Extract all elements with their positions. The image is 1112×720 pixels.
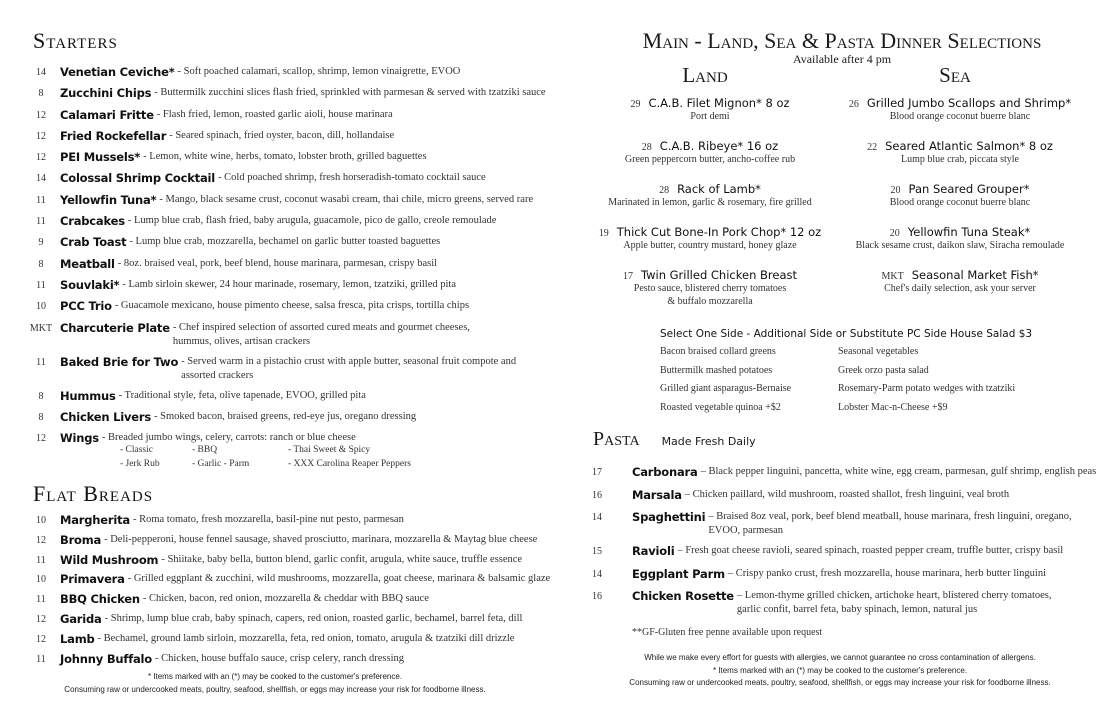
item-price: 8 (38, 88, 44, 100)
item-description (728, 567, 1046, 581)
item-name: Zucchini Chips (60, 86, 152, 101)
entree-title (585, 96, 835, 110)
entree-price: 17 (622, 271, 633, 282)
item-name: Souvlaki* (60, 277, 120, 292)
item-description (143, 150, 426, 164)
entree-item (835, 182, 1085, 225)
menu-item (22, 389, 512, 410)
entree-description: Marinated in lemon, garlic & rosemary, fire grilled (608, 197, 812, 208)
item-description-line: – Fresh goat cheese ravioli, seared spinach, roasted pepper cream, truffle butter, crispy basil (677, 545, 1064, 556)
item-price: 16 (592, 489, 602, 501)
side-option: Roasted vegetable quinoa +$2 (660, 402, 781, 414)
footnote-raw-warning: Consuming raw or undercooked meats, poultry, seafood, shellfish, or eggs may increase your risk for foodborne illness. (64, 684, 486, 694)
entree-item (835, 139, 1085, 182)
left-footnotes (20, 671, 530, 696)
menu-item (22, 354, 517, 389)
entree-description: Blood orange coconut buerre blanc (889, 197, 1031, 208)
entree-price: 26 (848, 99, 859, 110)
menu-item (22, 171, 512, 192)
entree-item (835, 268, 1085, 311)
item-description-line: - 8oz. braised veal, pork, beef blend, house marinara, parmesan, crispy basil (117, 257, 438, 269)
entree-description: & buffalo mozzarella (667, 296, 753, 307)
menu-item (22, 632, 522, 652)
item-description (105, 612, 523, 626)
flat-breads-heading: Flat Breads (33, 481, 154, 506)
entree-name: Twin Grilled Chicken Breast (640, 268, 797, 282)
item-description (118, 257, 437, 271)
entree-price: 29 (630, 99, 641, 110)
item-description-line: - Soft poached calamari, scallop, shrimp, lemon vinaigrette, EVOO (177, 66, 461, 77)
entree-name: Seared Atlantic Salmon* 8 oz (885, 139, 1053, 153)
menu-item (22, 65, 512, 86)
menu-item (22, 410, 512, 431)
side-option: Greek orzo pasta salad (838, 364, 929, 376)
item-description-line: - Traditional style, feta, olive tapenade, EVOO, grilled pita (118, 389, 366, 401)
wing-options (120, 444, 512, 471)
item-description (98, 632, 515, 646)
item-description-line: – Crispy panko crust, fresh mozzarella, house marinara, herb butter linguini (727, 567, 1047, 579)
entree-name: Grilled Jumbo Scallops and Shrimp* (866, 96, 1072, 110)
item-price: 9 (38, 237, 44, 249)
item-description-line: assorted crackers (181, 369, 254, 381)
item-description-line: – Chicken paillard, wild mushroom, roasted shallot, fresh linguini, veal broth (684, 488, 1010, 500)
item-name: Spaghettini (632, 510, 706, 524)
main-title: Main - Land, Sea & Pasta Dinner Selections (642, 28, 1042, 53)
item-price: 11 (36, 594, 46, 606)
item-price: 11 (36, 356, 46, 368)
item-description (218, 171, 486, 185)
menu-item (22, 321, 512, 355)
item-name: Wild Mushroom (60, 552, 159, 567)
item-description (119, 389, 366, 403)
item-description (133, 513, 404, 527)
item-name: Hummus (60, 388, 116, 403)
item-price: 11 (36, 653, 46, 665)
footnote-raw-warning: Consuming raw or undercooked meats, poultry, seafood, shellfish, or eggs may increase your risk for foodborne illness. (629, 678, 1051, 687)
item-name: Eggplant Parm (632, 566, 725, 581)
entree-item (835, 225, 1085, 268)
entree-price: 20 (889, 228, 900, 239)
starters-list (22, 65, 546, 485)
entree-description: Lump blue crab, piccata style (900, 154, 1019, 165)
item-price: 14 (36, 67, 46, 78)
menu-item (588, 544, 1088, 567)
item-description-line: - Chef inspired selection of assorted cured meats and gourmet cheeses, (172, 321, 470, 333)
item-description (173, 321, 470, 349)
side-option: Grilled giant asparagus-Bernaise (660, 383, 792, 395)
menu-item (22, 299, 512, 320)
item-price: 10 (36, 574, 46, 586)
item-description (102, 431, 356, 445)
item-description-line: - Shrimp, lump blue crab, baby spinach, capers, red onion, roasted garlic, bechamel, barrel feta, dill (104, 612, 523, 624)
item-description (178, 65, 461, 79)
item-description-line: hummus, olives, artisan crackers (172, 335, 311, 347)
entree-name: C.A.B. Filet Mignon* 8 oz (648, 96, 790, 110)
item-price: 10 (36, 515, 46, 526)
item-price: 8 (38, 390, 44, 402)
land-list (585, 96, 835, 311)
menu-item (22, 592, 522, 612)
item-description (115, 299, 469, 313)
item-name: Johnny Buffalo (60, 651, 153, 666)
item-description-line: - Shiitake, baby bella, button blend, garlic confit, arugula, white sauce, truffle essence (161, 553, 523, 565)
item-name: Yellowfin Tuna* (60, 192, 157, 207)
item-name: Venetian Ceviche* (60, 65, 175, 79)
item-price: 11 (36, 554, 46, 566)
item-price: 8 (38, 258, 44, 270)
entree-name: C.A.B. Ribeye* 16 oz (659, 139, 779, 153)
menu-item (22, 553, 522, 573)
item-name: Wings (60, 431, 99, 446)
item-name: PCC Trio (60, 299, 112, 314)
menu-item (22, 278, 512, 299)
item-name: Chicken Livers (60, 409, 151, 424)
item-description-line: - Buttermilk zucchini slices flash fried, sprinkled with parmesan & served with tzatziki sauce (154, 87, 546, 99)
item-description-line: - Lamb sirloin skewer, 24 hour marinade, rosemary, lemon, tzatziki, grilled pita (122, 278, 457, 290)
item-price: 11 (36, 194, 46, 206)
menu-item (22, 214, 512, 235)
sea-heading: Sea (939, 63, 971, 87)
item-description (169, 129, 394, 143)
entree-title (835, 225, 1085, 239)
entree-title (585, 268, 835, 282)
item-name: Fried Rockefellar (60, 128, 167, 143)
entree-name: Thick Cut Bone-In Pork Chop* 12 oz (616, 225, 822, 239)
entree-name: Yellowfin Tuna Steak* (907, 225, 1031, 239)
entree-item (585, 268, 835, 311)
item-name: Crab Toast (60, 235, 127, 250)
wing-option: - Classic (120, 445, 153, 456)
item-description (701, 465, 1097, 479)
item-name: Chicken Rosette (632, 589, 734, 603)
entree-title (585, 225, 835, 239)
entree-price: 19 (598, 228, 609, 239)
item-description-line: - Mango, black sesame crust, coconut wasabi cream, thai chile, micro greens, served rare (159, 193, 534, 205)
item-name: Baked Brie for Two (60, 354, 179, 369)
item-name: Colossal Shrimp Cocktail (60, 171, 216, 186)
item-description-line: EVOO, parmesan (708, 525, 784, 536)
item-price: 8 (38, 411, 44, 423)
item-name: Garida (60, 611, 102, 626)
wing-option: - Thai Sweet & Spicy (288, 445, 371, 456)
item-name: Margherita (60, 513, 130, 527)
footnote-cooked-preference: * Items marked with an (*) may be cooked to the customer's preference. (147, 672, 403, 681)
menu-item (22, 513, 522, 533)
pasta-subtitle: Made Fresh Daily (661, 435, 756, 448)
item-description-line: - Deli-pepperoni, house fennel sausage, shaved prosciutto, marinara, mozzarella & Maytag blue cheese (104, 533, 538, 545)
entree-title (835, 96, 1085, 110)
entree-price: 22 (867, 142, 878, 153)
item-description (122, 278, 456, 292)
item-description (161, 553, 522, 567)
wing-option: - XXX Carolina Reaper Peppers (288, 458, 411, 469)
entree-title (835, 182, 1085, 196)
entree-price: 20 (890, 185, 901, 196)
menu-item (588, 510, 1088, 544)
item-price: 12 (36, 534, 46, 546)
item-price: 11 (36, 279, 46, 291)
item-name: Crabcakes (60, 214, 125, 229)
item-description-line: - Lemon, white wine, herbs, tomato, lobster broth, grilled baguettes (143, 151, 427, 163)
item-description-line: garlic confit, barrel feta, baby spinach, lemon, natural jus (736, 604, 978, 615)
entree-description: Pesto sauce, blistered cherry tomatoes (633, 283, 787, 294)
sea-list (835, 96, 1085, 311)
menu-item (588, 589, 1088, 623)
menu-item (22, 192, 534, 214)
item-name: Calamari Fritte (60, 107, 154, 122)
item-description-line: - Chicken, bacon, red onion, mozzarella & cheddar with BBQ sauce (142, 593, 429, 605)
item-description-line: - Smoked bacon, braised greens, red-eye jus, oregano dressing (154, 410, 417, 422)
item-price: 16 (592, 591, 602, 602)
item-name: Carbonara (632, 465, 698, 479)
item-description-line: - Roma tomato, fresh mozzarella, basil-pine nut pesto, parmesan (132, 514, 404, 525)
entree-title (585, 182, 835, 196)
entree-name: Seasonal Market Fish* (911, 268, 1039, 282)
item-price: 14 (36, 173, 46, 185)
pasta-heading: Pasta (593, 428, 640, 450)
menu-item (22, 532, 538, 553)
item-description-line: - Cold poached shrimp, fresh horseradish-tomato cocktail sauce (218, 172, 486, 184)
entree-title (585, 139, 835, 153)
menu-item (22, 652, 522, 672)
entree-description: Blood orange coconut buerre blanc (889, 111, 1031, 122)
item-name: PEI Mussels* (60, 150, 141, 165)
entree-item (835, 96, 1085, 139)
side-option: Rosemary-Parm potato wedges with tzatziki (838, 383, 1016, 395)
item-description (128, 214, 497, 228)
item-name: Broma (60, 532, 102, 547)
item-name: BBQ Chicken (60, 592, 140, 607)
menu-item (22, 257, 512, 278)
entree-title (835, 268, 1085, 282)
menu-item (588, 465, 1097, 488)
item-description-line: - Guacamole mexicano, house pimento cheese, salsa fresca, pita crisps, tortilla chips (114, 300, 470, 312)
item-description (154, 86, 545, 100)
pasta-header (593, 428, 756, 451)
item-description (104, 533, 537, 547)
entree-price: MKT (881, 271, 904, 282)
side-option: Buttermilk mashed potatoes (660, 364, 773, 376)
entree-item (585, 182, 835, 225)
entree-title (835, 139, 1085, 153)
sides-heading: Select One Side - Additional Side or Substitute PC Side House Salad $3 (660, 328, 1033, 340)
flat-breads-list (22, 513, 551, 671)
item-price: 12 (36, 152, 46, 164)
item-price: 14 (592, 512, 602, 523)
item-name: Primavera (60, 572, 125, 587)
entree-price: 28 (659, 185, 670, 196)
item-price: 12 (36, 433, 46, 445)
item-description-line: - Flash fried, lemon, roasted garlic aioli, house marinara (156, 108, 393, 120)
entree-item (585, 139, 835, 182)
starters-heading: Starters (33, 28, 118, 53)
entree-item (585, 225, 835, 268)
item-price: 12 (36, 109, 46, 121)
entree-description: Chef's daily selection, ask your server (884, 283, 1036, 294)
item-description (129, 235, 440, 249)
item-description-line: - Lump blue crab, mozzarella, bechamel on garlic butter toasted baguettes (129, 236, 441, 248)
menu-item (22, 572, 551, 592)
menu-item (22, 235, 512, 256)
footnote-cooked-preference: * Items marked with an (*) may be cooked to the customer's preference. (712, 665, 968, 675)
sides-list (660, 343, 1090, 418)
item-description (128, 572, 550, 586)
entree-description: Green peppercorn butter, ancho-coffee rub (624, 154, 796, 165)
item-price: 11 (36, 216, 46, 228)
item-name: Meatball (60, 256, 115, 271)
entree-price: 28 (641, 142, 652, 153)
item-price: MKT (29, 322, 53, 334)
item-description-line: – Lemon-thyme grilled chicken, artichoke heart, blistered cherry tomatoes, (736, 590, 1052, 601)
item-description (677, 544, 1063, 558)
side-option: Lobster Mac-n-Cheese +$9 (838, 402, 948, 414)
item-price: 12 (36, 613, 46, 625)
right-footnotes (590, 652, 1090, 690)
item-description (155, 652, 404, 666)
item-description (685, 488, 1009, 502)
item-name: Charcuterie Plate (60, 320, 170, 335)
entree-description: Port demi (690, 111, 730, 122)
item-description (159, 193, 533, 207)
item-description-line: – Black pepper linguini, pancetta, white wine, egg cream, parmesan, gulf shrimp, english peas (700, 466, 1097, 477)
footnote-allergens: While we make every effort for guests with allergies, we cannot guarantee no cross contamination of allergens. (644, 653, 1036, 662)
pasta-list (588, 465, 1097, 623)
item-description-line: - Grilled eggplant & zucchini, wild mushrooms, mozzarella, goat cheese, marinara & balsamic glaze (127, 573, 551, 585)
item-description (708, 510, 1071, 538)
item-price: 14 (592, 568, 602, 580)
side-option: Bacon braised collard greens (660, 346, 776, 357)
menu-item (588, 488, 1088, 511)
side-option: Seasonal vegetables (838, 346, 919, 357)
item-description-line: – Braised 8oz veal, pork, beef blend meatball, house marinara, fresh linguini, oregano, (708, 511, 1072, 522)
item-name: Lamb (60, 631, 95, 646)
item-description (157, 108, 393, 122)
item-price: 15 (592, 546, 602, 557)
item-price: 12 (36, 130, 46, 142)
entree-name: Rack of Lamb* (677, 182, 761, 196)
gluten-free-note: **GF-Gluten free penne available upon request (632, 627, 823, 638)
item-description-line: - Seared spinach, fried oyster, bacon, dill, hollandaise (169, 129, 395, 141)
item-description-line: - Bechamel, ground lamb sirloin, mozzarella, feta, red onion, tomato, arugula & tzatziki dill drizzle (97, 632, 515, 644)
menu-item (588, 567, 1088, 590)
wing-option: - Garlic - Parm (192, 458, 250, 469)
item-description (181, 355, 516, 383)
sides-section (660, 328, 1090, 418)
item-description-line: - Lump blue crab, flash fried, baby arugula, guacamole, pico de gallo, creole remoulade (127, 215, 497, 227)
item-price: 10 (36, 301, 46, 313)
main-subtitle: Available after 4 pm (792, 52, 892, 66)
wing-option: - BBQ (192, 445, 218, 456)
menu-item (22, 129, 512, 150)
item-price: 12 (36, 633, 46, 645)
item-name: Ravioli (632, 544, 675, 558)
entree-name: Pan Seared Grouper* (908, 182, 1030, 196)
item-description (737, 589, 1052, 617)
item-description (154, 410, 416, 424)
item-description-line: - Served warm in a pistachio crust with apple butter, seasonal fruit compote and (181, 355, 517, 367)
entree-description: Apple butter, country mustard, honey glaze (623, 240, 797, 251)
menu-item (22, 612, 522, 632)
entree-description: Black sesame crust, daikon slaw, Siracha remoulade (855, 240, 1065, 251)
item-description-line: - Breaded jumbo wings, celery, carrots: ranch or blue cheese (101, 432, 356, 444)
item-description-line: - Chicken, house buffalo sauce, crisp celery, ranch dressing (155, 652, 405, 664)
menu-item (22, 108, 512, 129)
item-price: 17 (592, 467, 602, 478)
item-name: Marsala (632, 487, 682, 502)
land-heading: Land (682, 63, 728, 87)
entree-item (585, 96, 835, 139)
menu-item (22, 86, 546, 107)
item-description (143, 592, 429, 606)
menu-item (22, 150, 512, 171)
wing-option: - Jerk Rub (120, 458, 160, 469)
